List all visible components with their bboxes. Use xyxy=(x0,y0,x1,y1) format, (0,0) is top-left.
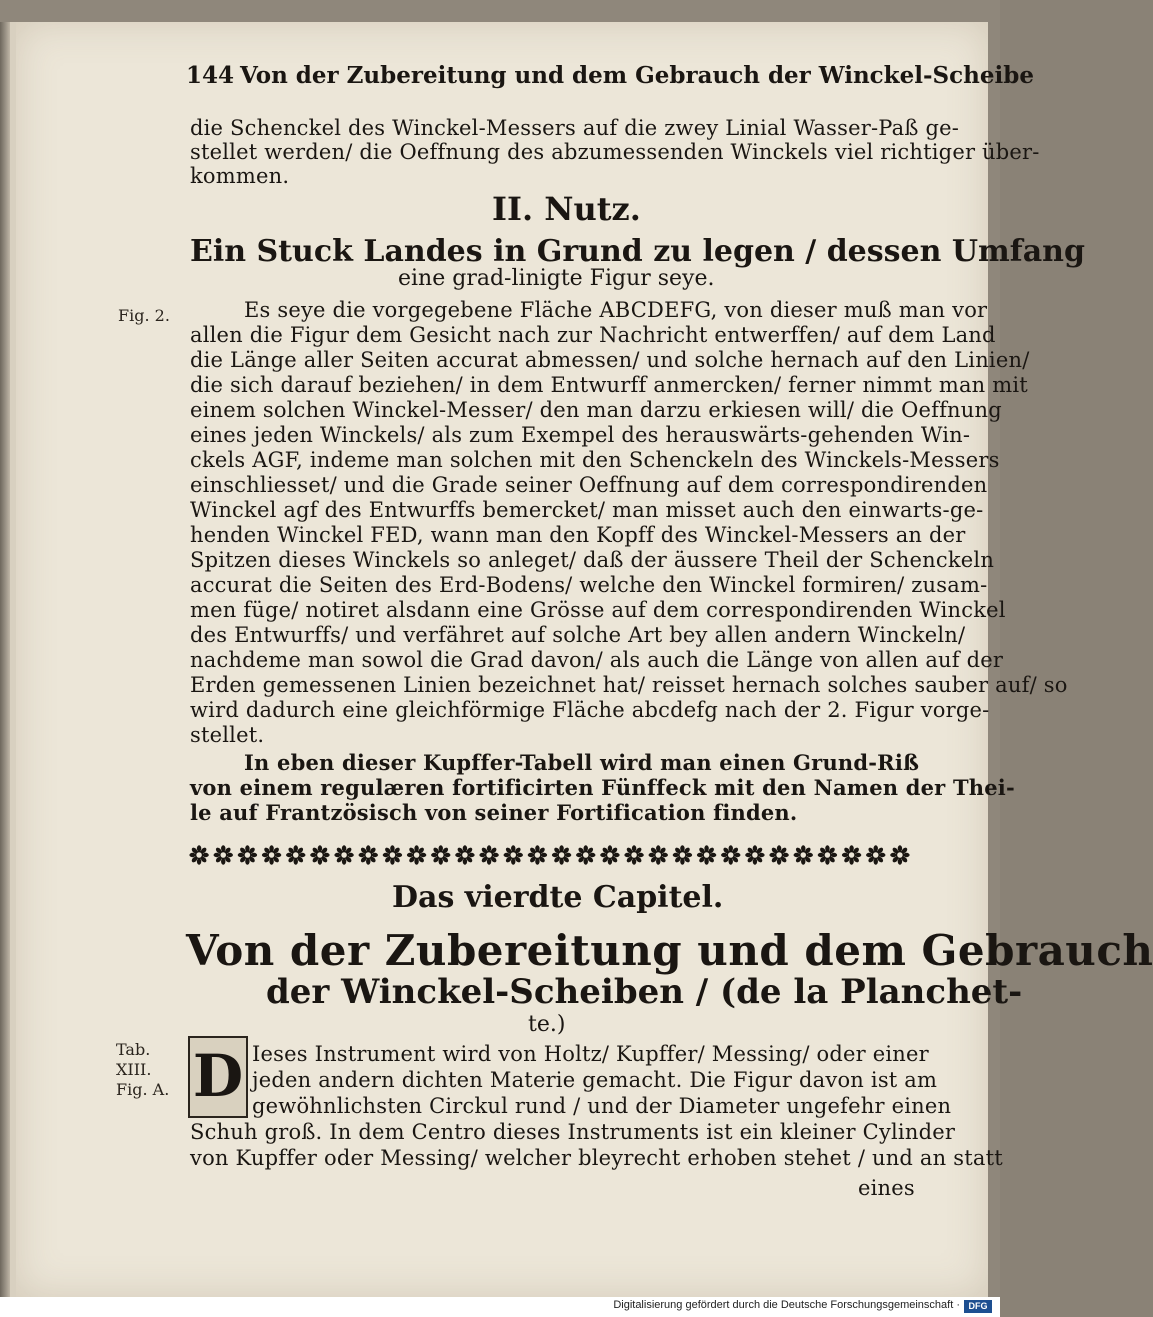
paragraph-line: le auf Frantzösisch von seiner Fortification finden. xyxy=(190,800,798,825)
paragraph-line: die sich darauf beziehen/ in dem Entwurff anmercken/ ferner nimmt man mit xyxy=(190,373,1028,397)
rosette-ornament xyxy=(818,845,837,864)
rosette-ornament xyxy=(455,845,474,864)
rosette-ornament xyxy=(479,845,498,864)
paragraph-line: von Kupffer oder Messing/ welcher bleyrecht erhoben stehet / und an statt xyxy=(190,1146,1003,1170)
rosette-ornament xyxy=(866,845,885,864)
chapter-title: Von der Zubereitung und dem Gebrauch xyxy=(186,926,1153,975)
rosette-ornament xyxy=(310,845,329,864)
paragraph-line: wird dadurch eine gleichförmige Fläche abcdefg nach der 2. Figur vorge- xyxy=(190,698,990,722)
section-subtitle: Ein Stuck Landes in Grund zu legen / dessen Umfang xyxy=(190,234,1085,269)
rosette-ornament xyxy=(431,845,450,864)
paragraph-line: eines jeden Winckels/ als zum Exempel des herauswärts-gehenden Win- xyxy=(190,423,971,447)
drop-cap: D xyxy=(188,1036,248,1118)
rosette-ornament xyxy=(600,845,619,864)
paragraph-line: nachdeme man sowol die Grad davon/ als auch die Länge von allen auf der xyxy=(190,648,1004,672)
rosette-ornament xyxy=(745,845,764,864)
paragraph-line: In eben dieser Kupffer-Tabell wird man einen Grund-Riß xyxy=(244,750,920,775)
paragraph-line: des Entwurffs/ und verfähret auf solche Art bey allen andern Winckeln/ xyxy=(190,623,966,647)
paragraph-line: Schuh groß. In dem Centro dieses Instruments ist ein kleiner Cylinder xyxy=(190,1120,956,1144)
rosette-ornament xyxy=(552,845,571,864)
paragraph-line: einschliesset/ und die Grade seiner Oeffnung auf dem correspondirenden xyxy=(190,473,988,497)
chapter-title-2: der Winckel-Scheiben / (de la Planchet- xyxy=(266,972,1023,1012)
margin-note-tab: XIII. xyxy=(116,1060,152,1079)
paragraph-line: jeden andern dichten Materie gemacht. Die Figur davon ist am xyxy=(252,1068,938,1092)
margin-note-tab: Fig. A. xyxy=(116,1080,170,1099)
intro-line: stellet werden/ die Oeffnung des abzumessenden Winckels viel richtiger über- xyxy=(190,140,1040,164)
rosette-ornament xyxy=(189,845,208,864)
rosette-ornament xyxy=(697,845,716,864)
paragraph-line: einem solchen Winckel-Messer/ den man darzu erkiesen will/ die Oeffnung xyxy=(190,398,1002,422)
paragraph-line: men füge/ notiret alsdann eine Grösse auf dem correspondirenden Winckel xyxy=(190,598,1006,622)
rosette-ornament xyxy=(383,845,402,864)
rosette-ornament xyxy=(624,845,643,864)
paragraph-line: henden Winckel FED, wann man den Kopff des Winckel-Messers an der xyxy=(190,523,966,547)
rosette-ornament xyxy=(528,845,547,864)
rosette-ornament xyxy=(262,845,281,864)
paragraph-line: gewöhnlichsten Circkul rund / und der Diameter ungefehr einen xyxy=(252,1094,952,1118)
rosette-ornament xyxy=(334,845,353,864)
rosette-ornament xyxy=(238,845,257,864)
rosette-ornament xyxy=(504,845,523,864)
paragraph-line: Es seye die vorgegebene Fläche ABCDEFG, von dieser muß man vor xyxy=(244,298,988,322)
paragraph-line: ckels AGF, indeme man solchen mit den Schenckeln des Winckels-Messers xyxy=(190,448,1000,472)
rosette-ornament xyxy=(649,845,668,864)
rosette-ornament xyxy=(842,845,861,864)
section-title: II. Nutz. xyxy=(492,190,641,228)
paragraph-line: die Länge aller Seiten accurat abmessen/ und solche hernach auf den Linien/ xyxy=(190,348,1030,372)
paragraph-line: Spitzen dieses Winckels so anleget/ daß der äussere Theil der Schenckeln xyxy=(190,548,995,572)
section-subtitle-2: eine grad-linigte Figur seye. xyxy=(398,266,715,291)
ornament-divider xyxy=(187,840,912,870)
paragraph-line: stellet. xyxy=(190,723,265,747)
paragraph-line: allen die Figur dem Gesicht nach zur Nachricht entwerffen/ auf dem Land xyxy=(190,323,996,347)
footer-bar xyxy=(0,1297,1000,1317)
footer-credit: Digitalisierung gefördert durch die Deutsche Forschungsgemeinschaft · xyxy=(613,1299,960,1311)
rosette-ornament xyxy=(359,845,378,864)
intro-line: kommen. xyxy=(190,164,290,188)
rosette-ornament xyxy=(286,845,305,864)
running-title: Von der Zubereitung und dem Gebrauch der Winckel-Scheibe xyxy=(240,62,1034,89)
paragraph-line: Ieses Instrument wird von Holtz/ Kupffer/ Messing/ oder einer xyxy=(252,1042,929,1066)
chapter-label: Das vierdte Capitel. xyxy=(392,880,724,915)
rosette-ornament xyxy=(214,845,233,864)
catchword: eines xyxy=(858,1176,915,1200)
dfg-logo: DFG xyxy=(964,1300,992,1313)
rosette-ornament xyxy=(721,845,740,864)
intro-line: die Schenckel des Winckel-Messers auf die zwey Linial Wasser-Paß ge- xyxy=(190,116,960,140)
rosette-ornament xyxy=(890,845,909,864)
chapter-title-3: te.) xyxy=(528,1012,566,1037)
margin-note-tab: Tab. xyxy=(116,1040,151,1059)
paragraph-line: von einem regulæren fortificirten Fünffeck mit den Namen der Thei- xyxy=(190,775,1015,800)
rosette-ornament xyxy=(794,845,813,864)
page-number: 144 xyxy=(186,62,235,89)
rosette-ornament xyxy=(769,845,788,864)
paragraph-line: Erden gemessenen Linien bezeichnet hat/ reisset hernach solches sauber auf/ so xyxy=(190,673,1068,697)
rosette-ornament xyxy=(673,845,692,864)
rosette-ornament xyxy=(576,845,595,864)
margin-note-fig2: Fig. 2. xyxy=(118,306,170,325)
paragraph-line: Winckel agf des Entwurffs bemercket/ man misset auch den einwarts-ge- xyxy=(190,498,984,522)
rosette-ornament xyxy=(407,845,426,864)
paragraph-line: accurat die Seiten des Erd-Bodens/ welche den Winckel formiren/ zusam- xyxy=(190,573,988,597)
